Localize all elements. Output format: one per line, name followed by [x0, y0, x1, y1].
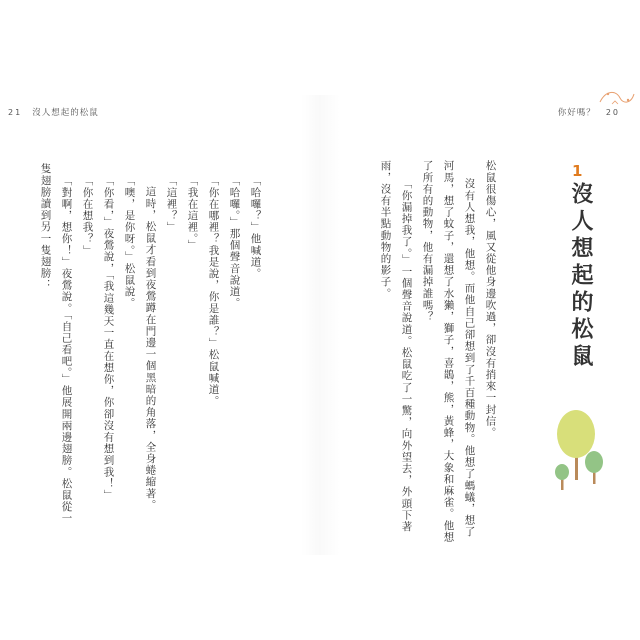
left-page-line: 「哈囉。」那個聲音說道。 — [228, 175, 241, 309]
left-page-line: 這時，松鼠才看到夜鶯蹲在門邊一個黑暗的角落，全身蜷縮著。 — [144, 186, 157, 511]
right-page-line: 「你漏掉我了。」一個聲音說道。松鼠吃了一驚，向外望去，外頭下著 — [400, 178, 413, 533]
right-page-line: 雨，沒有半點動物的影子。 — [379, 160, 392, 300]
right-page-line: 河馬，想了蚊子，還想了水獺，獅子，喜鵲，熊，黃蜂，大象和麻雀。他想 — [442, 160, 455, 543]
right-page-number: 20 — [605, 107, 620, 117]
left-running-head — [8, 106, 99, 118]
right-page-line: 沒有人想我，他想。而他自己卻想到了千百種動物。他想了螞蟻，想了 — [463, 178, 476, 538]
left-page-line: 「對啊，想你！」夜鶯說。「自己看吧。」他展開兩邊翅膀。松鼠從一 — [60, 175, 73, 525]
left-page-line: 「你在哪裡？我是說，你是誰？」松鼠喊道。 — [207, 175, 220, 407]
left-page-line: 「這裡？」 — [165, 175, 178, 233]
left-page-line: 隻翅膀讀到另一隻翅膀： — [39, 163, 52, 291]
tree-illustration — [548, 406, 608, 496]
left-page-line: 「噢，是你呀。」松鼠說。 — [123, 175, 136, 309]
left-page-line: 「你在想我？」 — [81, 175, 94, 257]
gutter-shadow — [300, 95, 340, 555]
right-page-line: 了所有的動物，他有漏掉誰嗎？ — [421, 160, 434, 323]
decorative-swirl-icon — [598, 86, 636, 108]
chapter-number: 1 — [572, 162, 583, 180]
left-page-line: 「你看，」夜鶯說，「我這幾天一直在想你，你卻沒有想到我！」 — [102, 175, 115, 501]
left-page-line: 「哈囉？」他喊道。 — [249, 175, 262, 280]
chapter-title: 沒人想起的松鼠 — [568, 182, 593, 371]
left-page-line: 「我在這裡。」 — [186, 175, 199, 251]
left-running-title: 沒人想起的松鼠 — [32, 108, 99, 118]
right-page-line: 松鼠很傷心，風又從他身邊吹過，卻沒有捎來一封信。 — [484, 160, 497, 439]
left-page-number: 21 — [8, 107, 23, 117]
right-running-title: 你好嗎？ — [557, 108, 596, 118]
